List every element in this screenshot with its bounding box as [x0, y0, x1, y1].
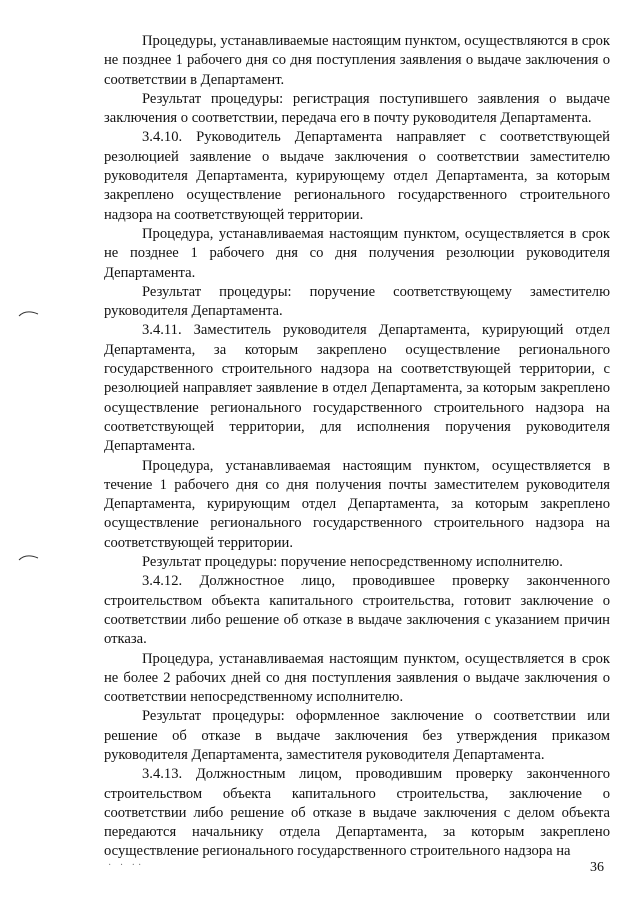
- paragraph: 3.4.10. Руководитель Департамента направляет с соответствующей резолюцией заявление о выдаче заключения о соответствии заместителю руководителя Департамента, курирующему отдел Департамента, за которым закреплено осуществление регионального государственного строительного надзора на соответствующей территории.: [104, 129, 610, 223]
- paragraph: Процедура, устанавливаемая настоящим пунктом, осуществляется в течение 1 рабочего дня со дня получения почты заместителем руководителя Департамента, курирующим отдел Департамента, за которым закреплено осуществление регионального государственного строительного надзора на соответствующей территории.: [104, 457, 610, 551]
- binder-hole-mark: [18, 552, 40, 562]
- paragraph: Результат процедуры: поручение соответствующему заместителю руководителя Департамента.: [104, 283, 610, 320]
- paragraph: Процедуры, устанавливаемые настоящим пунктом, осуществляются в срок не позднее 1 рабочего дня со дня поступления заявления о выдаче заключения о соответствии в Департамент.: [104, 33, 610, 88]
- paragraph: Результат процедуры: регистрация поступившего заявления о выдаче заключения о соответствии, передача его в почту руководителя Департамента.: [104, 90, 610, 127]
- document-body: [104, 32, 610, 862]
- binder-hole-mark: [18, 308, 40, 318]
- paragraph: Результат процедуры: оформленное заключение о соответствии или решение об отказе в выдаче заключения без утверждения приказом руководителя Департамента, заместителя руководителя Департамента.: [104, 708, 610, 763]
- paragraph: 3.4.12. Должностное лицо, проводившее проверку законченного строительством объекта капитального строительства, готовит заключение о соответствии либо решение об отказе в выдаче заключения с указанием причин отказа.: [104, 573, 610, 648]
- paragraph: 3.4.13. Должностным лицом, проводившим проверку законченного строительством объекта капитального строительства, заключение о соответствии либо решение об отказе в выдаче заключения с делом объекта передаются начальнику отдела Департамента, за которым закреплено осуществление регионального государственного строительного надзора на: [104, 766, 610, 860]
- paragraph: Процедура, устанавливаемая настоящим пунктом, осуществляется в срок не более 2 рабочих дней со дня поступления заявления о выдаче заключения о соответствии непосредственному исполнителю.: [104, 650, 610, 706]
- paragraph: Результат процедуры: поручение непосредственному исполнителю.: [142, 554, 563, 571]
- page-number: 36: [590, 860, 604, 875]
- scan-artifact: · · ··: [108, 860, 145, 871]
- paragraph: 3.4.11. Заместитель руководителя Департамента, курирующий отдел Департамента, за которым закреплено осуществление регионального государственного строительного надзора на соответствующей территории, с резолюцией направляет заявление в отдел Департамента, за которым закреплено осуществление регионального государственного строительного надзора на соответствующей территории, для исполнения поручения руководителя Департамента.: [104, 322, 610, 455]
- paragraph: Процедура, устанавливаемая настоящим пунктом, осуществляется в срок не позднее 1 рабочего дня со дня получения резолюции руководителя Департамента.: [104, 225, 610, 281]
